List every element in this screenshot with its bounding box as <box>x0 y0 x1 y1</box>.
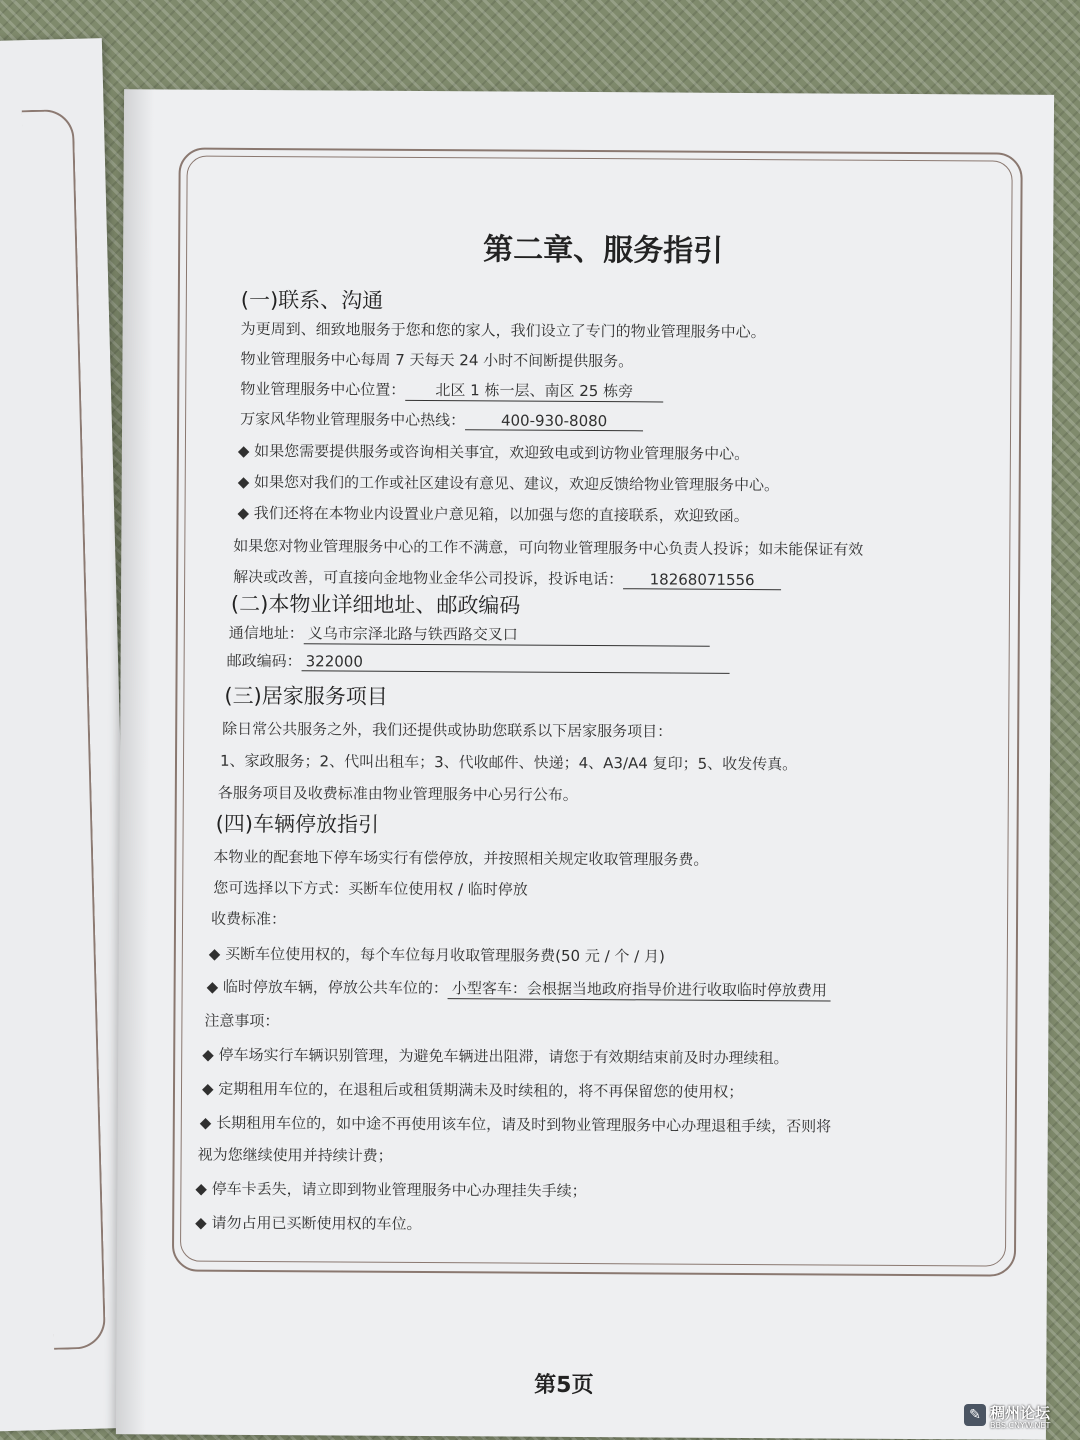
section2-heading: (二)本物业详细地址、邮政编码 <box>230 591 521 618</box>
watermark-site-name: 稠州论坛 <box>990 1404 1051 1422</box>
document-page <box>116 89 1054 1440</box>
address-value: 义乌市宗泽北路与铁西路交叉口 <box>304 622 710 646</box>
note-bullet-5: ◆ 请勿占用已买断使用权的车位。 <box>195 1213 422 1234</box>
section4-paragraph-1: 本物业的配套地下停车场实行有偿停放，并按照相关规定收取管理服务费。 <box>213 847 709 869</box>
section1-bullet-3: ◆ 我们还将在本物业内设置业户意见箱，以加强与您的直接联系，欢迎致函。 <box>237 503 749 525</box>
note-bullet-4: ◆ 停车卡丢失，请立即到物业管理服务中心办理挂失手续； <box>195 1179 587 1201</box>
page-title: 第二章、服务指引 <box>483 232 724 269</box>
hotline-value: 400-930-8080 <box>465 411 643 431</box>
section3-paragraph-3: 各服务项目及收费标准由物业管理服务中心另行公布。 <box>217 783 578 804</box>
section1-bullet-2: ◆ 如果您对我们的工作或社区建设有意见、建议，欢迎反馈给物业管理服务中心。 <box>237 472 780 495</box>
section1-bullet-1: ◆ 如果您需要提供服务或咨询相关事宜，欢迎致电或到访物业管理服务中心。 <box>237 441 750 463</box>
service-center-location <box>240 378 663 403</box>
notes-label: 注意事项： <box>204 1011 280 1031</box>
forum-logo-icon: ✎ <box>964 1404 986 1426</box>
section3-service-list: 1、家政服务；2、代叫出租车；3、代收邮件、快递；4、A3/A4 复印；5、收发传真。 <box>219 751 798 774</box>
section1-paragraph-3: 如果您对物业管理服务中心的工作不满意，可向物业管理服务中心负责人投诉；如未能保证有效 <box>233 536 864 559</box>
postcode-label: 邮政编码： <box>226 651 302 671</box>
note-bullet-1: ◆ 停车场实行车辆识别管理，为避免车辆进出阻滞，请您于有效期结束前及时办理续租。 <box>202 1045 789 1068</box>
location-value: 北区 1 栋一层、南区 25 栋旁 <box>405 379 663 403</box>
watermark-url: BBS.CNYW.NET <box>990 1421 1051 1430</box>
left-page-frame <box>22 109 106 1350</box>
complaint-line <box>233 566 781 590</box>
note-bullet-3a: ◆ 长期租用车位的，如中途不再使用该车位，请及时到物业管理服务中心办理退租手续，否则将 <box>199 1113 832 1136</box>
section1-heading: (一)联系、沟通 <box>240 287 384 313</box>
address-label: 通信地址： <box>228 623 304 643</box>
fee-bullet-2-value: 小型客车：会根据当地政府指导价进行收取临时停放费用 <box>448 977 831 1001</box>
fee-bullet-1: ◆ 买断车位使用权的，每个车位每月收取管理服务费(50 元 / 个 / 月) <box>208 944 665 966</box>
postcode-value: 322000 <box>302 652 730 674</box>
mailing-address <box>229 622 710 647</box>
complaint-prefix: 解决或改善，可直接向金地物业金华公司投诉，投诉电话： <box>233 567 624 589</box>
forum-watermark <box>964 1402 1072 1434</box>
section3-heading: (三)居家服务项目 <box>224 683 388 709</box>
section1-paragraph-1: 为更周到、细致地服务于您和您的家人，我们设立了专门的物业管理服务中心。 <box>240 319 766 342</box>
postal-code <box>227 650 730 674</box>
page-content <box>116 89 1054 1440</box>
note-bullet-3b: 视为您继续使用并持续计费； <box>197 1145 393 1165</box>
hotline-label: 万家风华物业管理服务中心热线： <box>240 409 466 430</box>
location-label: 物业管理服务中心位置： <box>240 379 406 399</box>
section3-paragraph-1: 除日常公共服务之外，我们还提供或协助您联系以下居家服务项目： <box>222 719 673 741</box>
section1-paragraph-2: 物业管理服务中心每周 7 天每天 24 小时不间断提供服务。 <box>240 349 634 371</box>
complaint-phone: 18268071556 <box>623 570 781 590</box>
note-bullet-2: ◆ 定期租用车位的，在退租后或租赁期满未及时续租的，将不再保留您的使用权； <box>201 1079 744 1101</box>
fee-bullet-2 <box>207 976 831 1002</box>
section4-paragraph-2: 您可选择以下方式：买断车位使用权 / 临时停放 <box>213 878 528 899</box>
page-number: 第5页 <box>534 1372 594 1399</box>
section4-heading: (四)车辆停放指引 <box>215 811 380 837</box>
fee-standard-label: 收费标准： <box>210 909 287 929</box>
service-center-hotline <box>240 408 643 431</box>
fee-bullet-2-prefix: ◆ 临时停放车辆，停放公共车位的： <box>206 977 448 998</box>
